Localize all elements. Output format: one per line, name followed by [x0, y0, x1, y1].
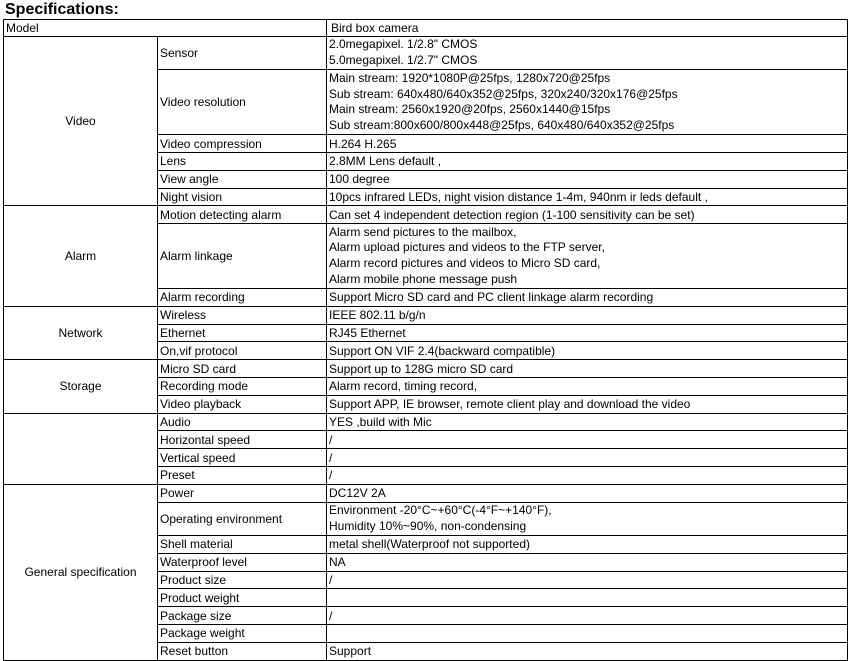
spec-value	[327, 377, 848, 395]
spec-label: Package size	[158, 607, 327, 625]
spec-label: Power	[158, 484, 327, 502]
spec-label: Preset	[158, 466, 327, 484]
spec-value	[327, 589, 848, 607]
spec-value	[327, 206, 848, 224]
spec-value-line: Humidity 10%~90%, non-condensing	[329, 518, 527, 533]
spec-value-line: 2.8MM Lens default ,	[329, 154, 442, 169]
page-title: Specifications:	[5, 1, 119, 18]
spec-value	[327, 484, 848, 502]
spec-label: Vertical speed	[158, 449, 327, 467]
spec-value-line: 2.0megapixel. 1/2.8" CMOS	[329, 37, 478, 52]
spec-row	[4, 206, 848, 224]
spec-table-body	[4, 20, 848, 661]
spec-label: Recording mode	[158, 377, 327, 395]
spec-value-line: 100 degree	[329, 172, 390, 187]
spec-value	[327, 224, 848, 289]
spec-label: Wireless	[158, 306, 327, 324]
spec-value-line: Can set 4 independent detection region (1-100 sensitivity can be set)	[329, 207, 695, 222]
spec-value-line: Environment -20°C~+60°C(-4°F~+140°F),	[329, 503, 552, 518]
spec-label: Video resolution	[158, 70, 327, 135]
spec-label: Shell material	[158, 535, 327, 553]
spec-value-line: DC12V 2A	[329, 486, 386, 501]
spec-value	[327, 642, 848, 660]
spec-value-line: Support Micro SD card and PC client linkage alarm recording	[329, 290, 654, 305]
spec-label: Product size	[158, 571, 327, 589]
category-cell: Alarm	[4, 206, 158, 306]
spec-value-line: metal shell(Waterproof not supported)	[329, 537, 530, 552]
spec-value	[327, 395, 848, 413]
category-cell: Network	[4, 306, 158, 359]
spec-value	[327, 170, 848, 188]
spec-value	[327, 324, 848, 342]
spec-value	[327, 571, 848, 589]
spec-value-line: /	[329, 468, 333, 483]
spec-label: Night vision	[158, 188, 327, 206]
spec-value-line: NA	[329, 555, 346, 570]
category-cell: Video	[4, 37, 158, 206]
spec-value	[327, 466, 848, 484]
spec-row	[4, 413, 848, 431]
spec-label: Audio	[158, 413, 327, 431]
category-cell: Storage	[4, 360, 158, 413]
spec-value	[327, 152, 848, 170]
spec-label: Video playback	[158, 395, 327, 413]
spec-value	[327, 553, 848, 571]
spec-value-line: Alarm upload pictures and videos to the FTP server,	[329, 240, 605, 255]
spec-value	[327, 288, 848, 306]
spec-value	[327, 188, 848, 206]
spec-value-line: /	[329, 450, 333, 465]
spec-value-line: Alarm record pictures and videos to Micro SD card,	[329, 256, 601, 271]
spec-label: Video compression	[158, 135, 327, 153]
spec-label: Package weight	[158, 624, 327, 642]
spec-value	[327, 449, 848, 467]
spec-row	[4, 360, 848, 378]
spec-label: Alarm linkage	[158, 224, 327, 289]
model-label: Model	[4, 20, 327, 37]
spec-value-line: Support up to 128G micro SD card	[329, 361, 514, 376]
spec-value-line: YES ,build with Mic	[329, 414, 432, 429]
spec-value	[327, 360, 848, 378]
spec-value	[327, 431, 848, 449]
spec-value-line: /	[329, 432, 333, 447]
spec-label: On,vif protocol	[158, 342, 327, 360]
spec-label: Product weight	[158, 589, 327, 607]
spec-value-line: Main stream: 2560x1920@20fps, 2560x1440@15fps	[329, 102, 611, 117]
spec-label: Reset button	[158, 642, 327, 660]
spec-label: Horizontal speed	[158, 431, 327, 449]
spec-value	[327, 306, 848, 324]
spec-value-line: /	[329, 608, 333, 623]
spec-value-line: 10pcs infrared LEDs, night vision distance 1-4m, 940nm ir leds default ,	[329, 189, 708, 204]
spec-value-line: /	[329, 572, 333, 587]
spec-label: Lens	[158, 152, 327, 170]
spec-value	[327, 502, 848, 535]
spec-label: Micro SD card	[158, 360, 327, 378]
spec-label: Operating environment	[158, 502, 327, 535]
spec-value	[327, 624, 848, 642]
category-cell: General specification	[4, 484, 158, 660]
spec-value-line: Alarm send pictures to the mailbox,	[329, 224, 517, 239]
spec-value	[327, 135, 848, 153]
spec-label: Ethernet	[158, 324, 327, 342]
spec-value	[327, 342, 848, 360]
spec-value-line	[329, 591, 845, 605]
spec-value-line: Support APP, IE browser, remote client play and download the video	[329, 397, 691, 412]
spec-value	[327, 535, 848, 553]
category-cell	[4, 413, 158, 484]
spec-row	[4, 306, 848, 324]
spec-value-line: Sub stream: 640x480/640x352@25fps, 320x240/320x176@25fps	[329, 86, 678, 101]
spec-label: View angle	[158, 170, 327, 188]
spec-value-line: IEEE 802.11 b/g/n	[329, 308, 426, 323]
spec-value-line: Alarm record, timing record,	[329, 379, 478, 394]
spec-row	[4, 37, 848, 70]
spec-value-line: H.264 H.265	[329, 136, 397, 151]
spec-label: Motion detecting alarm	[158, 206, 327, 224]
spec-value-line: Sub stream:800x600/800x448@25fps, 640x480/640x352@25fps	[329, 117, 675, 132]
spec-table	[3, 19, 848, 661]
spec-row	[4, 484, 848, 502]
spec-label: Waterproof level	[158, 553, 327, 571]
spec-value-line: Alarm mobile phone message push	[329, 271, 518, 286]
spec-value	[327, 607, 848, 625]
model-value	[327, 20, 848, 37]
spec-value-line	[329, 626, 845, 640]
spec-label: Alarm recording	[158, 288, 327, 306]
model-row	[4, 20, 848, 37]
spec-value-line: RJ45 Ethernet	[329, 325, 406, 340]
spec-value-line: Main stream: 1920*1080P@25fps, 1280x720@25fps	[329, 70, 611, 85]
spec-label: Sensor	[158, 37, 327, 70]
spec-value-line: Support	[329, 644, 372, 659]
spec-value-line: 5.0megapixel. 1/2.7" CMOS	[329, 53, 478, 68]
spec-value-line: Support ON VIF 2.4(backward compatible)	[329, 343, 556, 358]
spec-value	[327, 413, 848, 431]
model-value-text: Bird box camera	[331, 21, 419, 35]
spec-value	[327, 37, 848, 70]
spec-value	[327, 70, 848, 135]
